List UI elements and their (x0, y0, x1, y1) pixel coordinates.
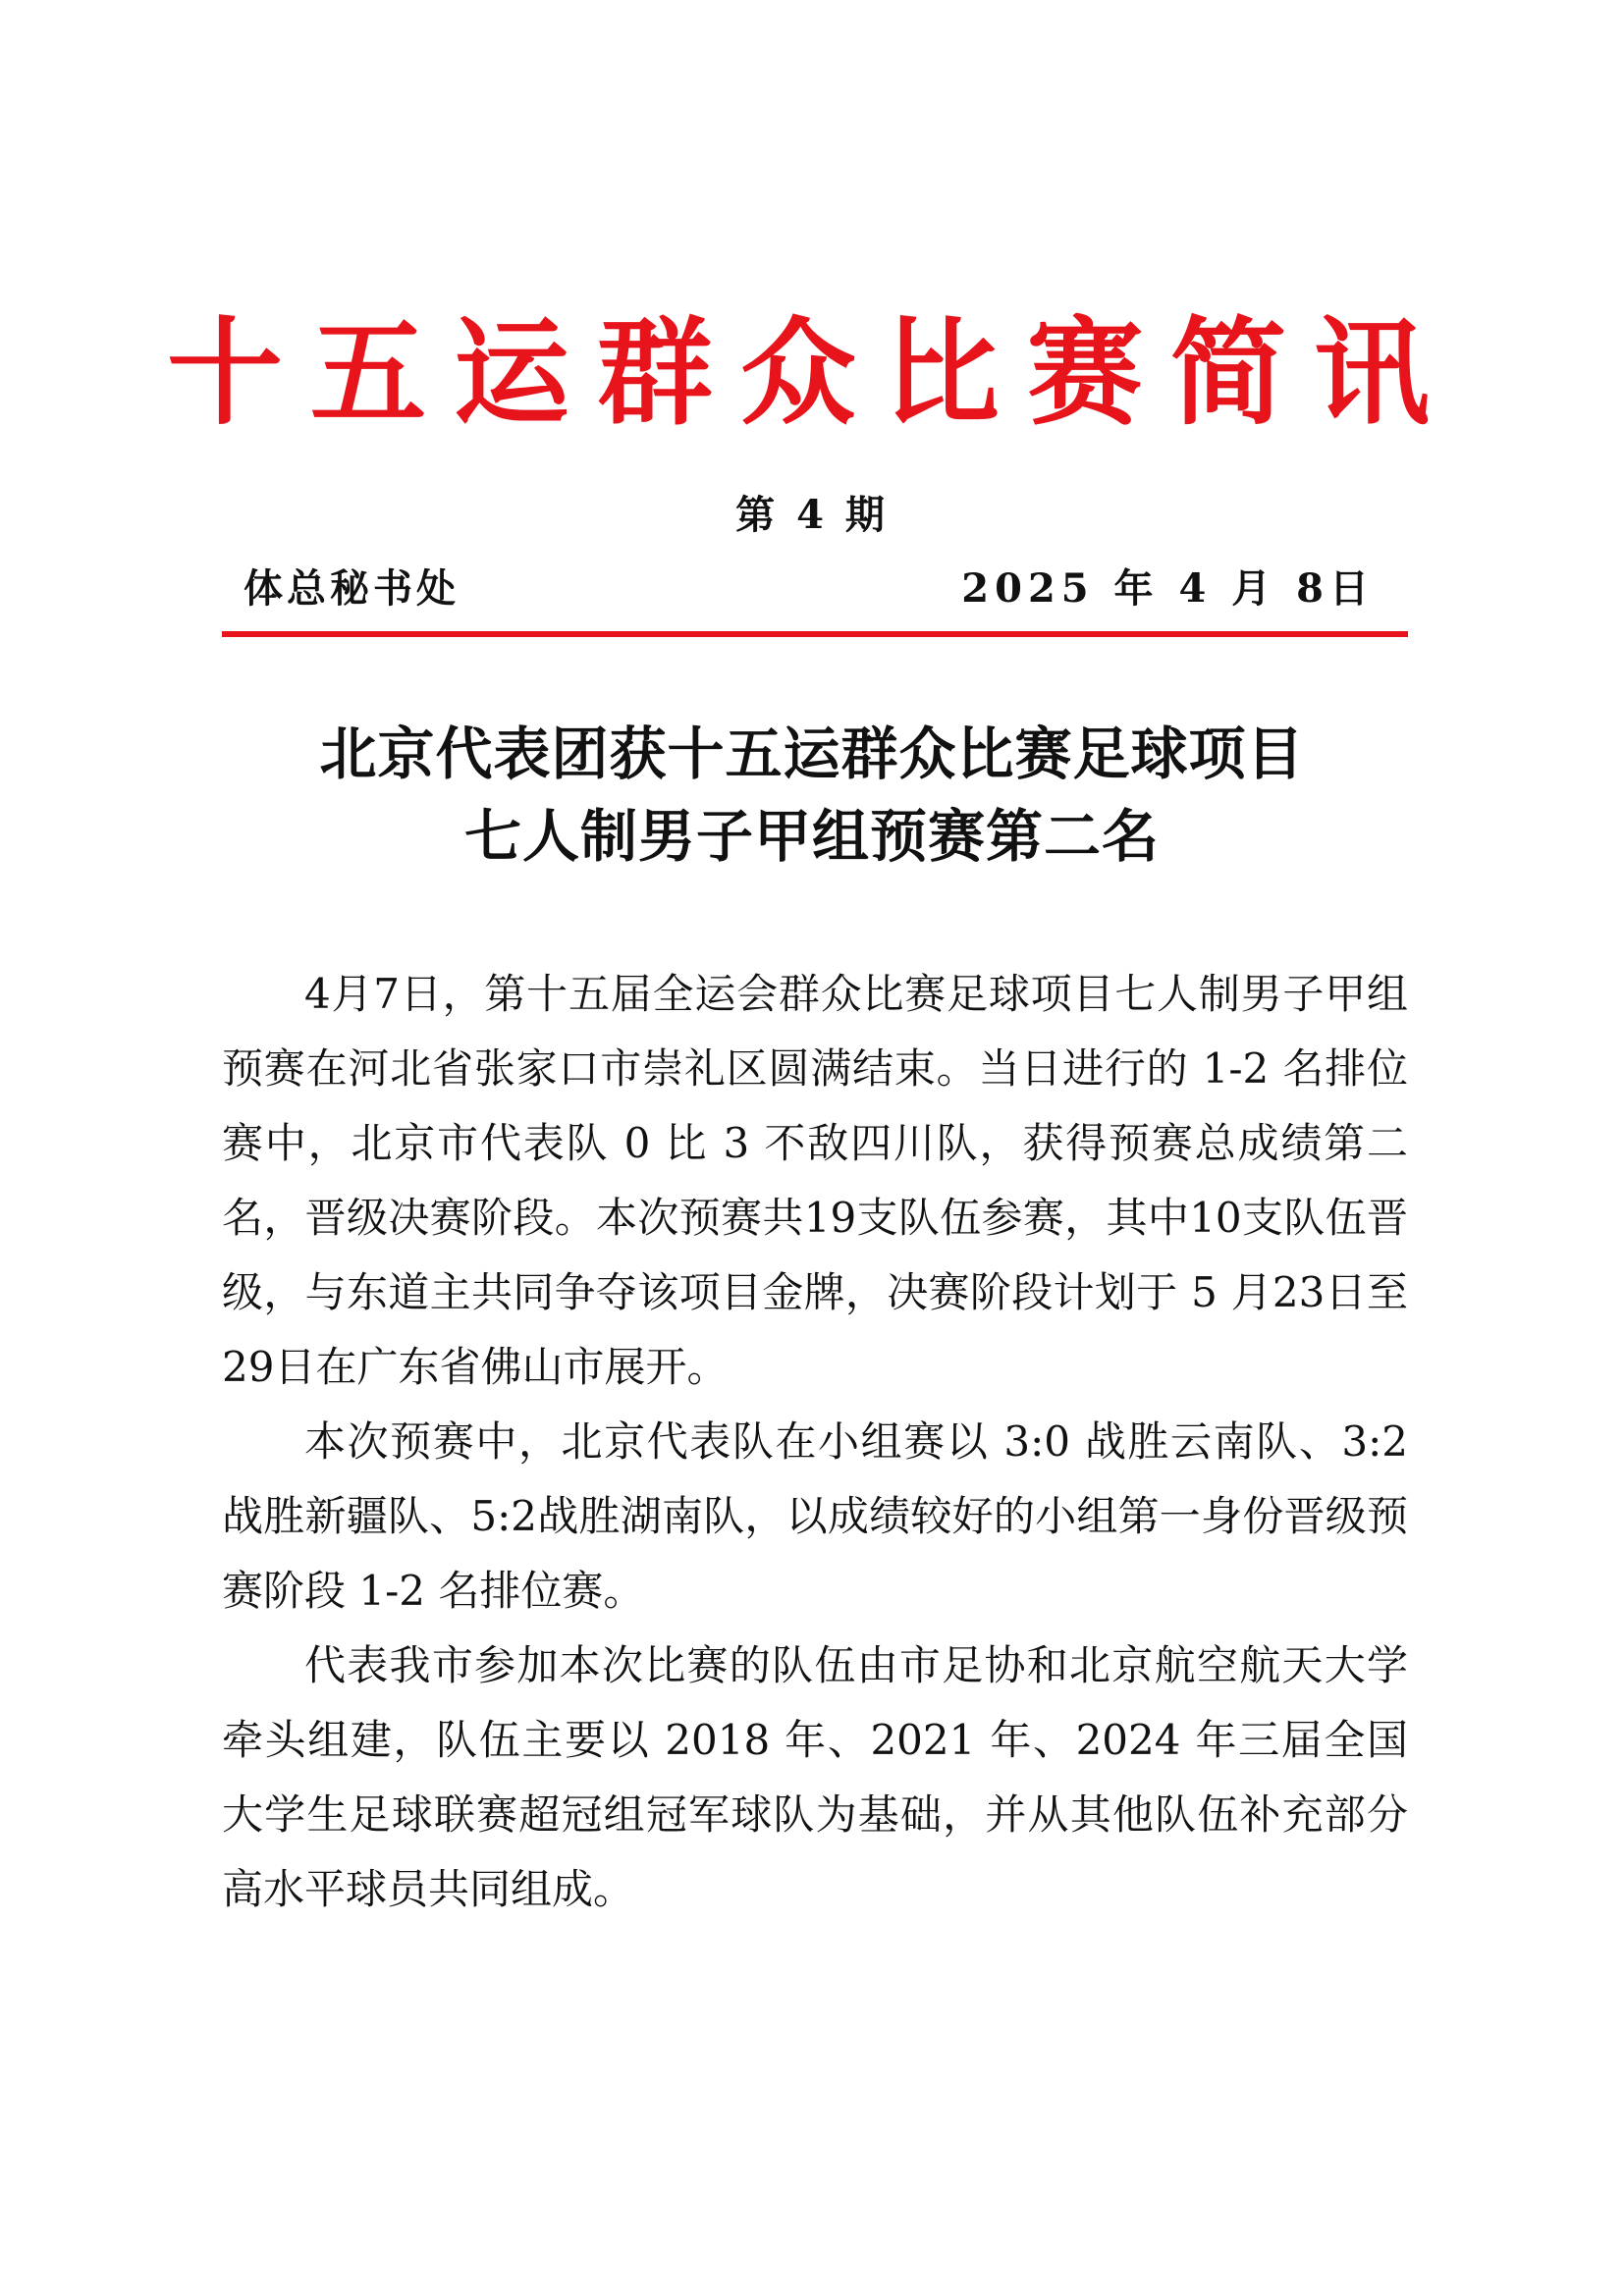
article-paragraph: 本次预赛中，北京代表队在小组赛以 3:0 战胜云南队、3:2 战胜新疆队、5:2战胜湖南队，以成绩较好的小组第一身份晋级预赛阶段 1-2 名排位赛。 (222, 1417, 1408, 1615)
article-body (222, 957, 1408, 1927)
issue-date: 2025 年 4 月 8日 (961, 565, 1375, 612)
article-paragraph: 4月7日，第十五届全运会群众比赛足球项目七人制男子甲组预赛在河北省张家口市崇礼区圆满结束。当日进行的 1-2 名排位赛中，北京市代表队 0 比 3 不敌四川队，获得预赛总成绩第二名，晋级决赛阶段。本次预赛共19支队伍参赛，其中10支队伍晋级，与东道主共同争夺该项目金牌，决赛阶段计划于 5 月23日至29日在广东省佛山市展开。 (222, 970, 1408, 1391)
issue-number: 第 4 期 (735, 492, 889, 538)
article-paragraph: 代表我市参加本次比赛的队伍由市足协和北京航空航天大学牵头组建，队伍主要以 2018 年、2021 年、2024 年三届全国大学生足球联赛超冠组冠军球队为基础，并从其他队伍补充部分高水平球员共同组成。 (222, 1641, 1408, 1913)
article-headline-line-1: 北京代表团获十五运群众比赛足球项目 (319, 721, 1305, 787)
article-headline-line-2: 七人制男子甲组预赛第二名 (463, 803, 1160, 870)
red-separator-line (222, 631, 1408, 637)
bulletin-title: 十五运群众比赛简讯 (166, 304, 1457, 441)
issuer: 体总秘书处 (244, 565, 460, 612)
